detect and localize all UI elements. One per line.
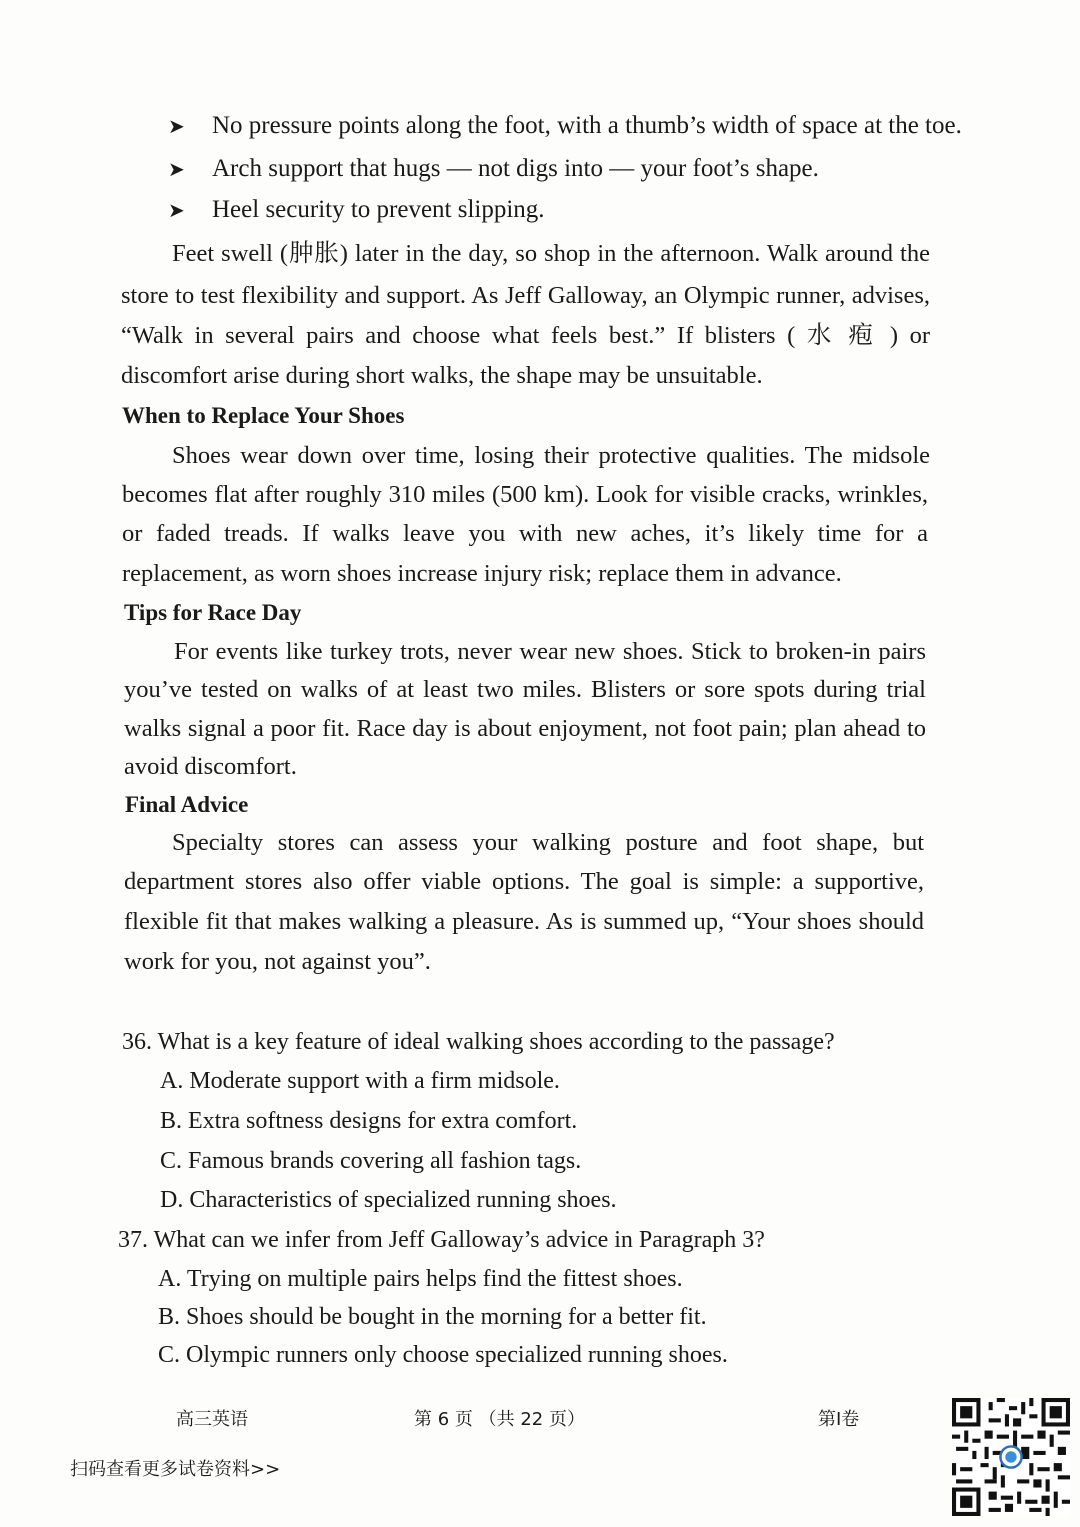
bullet-item: ➤ Arch support that hugs — not digs into — your foot’s shape. (168, 153, 819, 185)
bullet-item: ➤ Heel security to prevent slipping. (168, 194, 545, 226)
question-36-option-c[interactable]: C. Famous brands covering all fashion tags. (160, 1148, 582, 1174)
footer-volume: 第I卷 (818, 1409, 860, 1430)
section-heading: Tips for Race Day (124, 600, 302, 625)
scan-prompt: 扫码查看更多试卷资料>> (70, 1459, 281, 1480)
paragraph-line: “Walk in several pairs and choose what feels best.” If blisters ( 水 疱 ) or (121, 322, 930, 349)
paragraph-line: replacement, as worn shoes increase injury risk; replace them in advance. (122, 560, 842, 587)
paragraph-line: Specialty stores can assess your walking posture and foot shape, but (172, 829, 924, 856)
qr-code-icon[interactable] (952, 1398, 1070, 1516)
question-37-option-a[interactable]: A. Trying on multiple pairs helps find the fittest shoes. (158, 1266, 683, 1292)
paragraph-line: work for you, not against you”. (124, 948, 431, 975)
paragraph-line: Shoes wear down over time, losing their protective qualities. The midsole (172, 442, 930, 469)
question-36-stem: 36. What is a key feature of ideal walking shoes according to the passage? (122, 1029, 835, 1055)
section-heading: Final Advice (125, 792, 249, 817)
question-36-option-b[interactable]: B. Extra softness designs for extra comfort. (160, 1108, 578, 1134)
paragraph-line: discomfort arise during short walks, the shape may be unsuitable. (121, 362, 763, 389)
question-36-option-d[interactable]: D. Characteristics of specialized running shoes. (160, 1187, 617, 1213)
paragraph-line: Feet swell (肿胀) later in the day, so shop in the afternoon. Walk around the (172, 240, 930, 267)
footer-page-number: 第 6 页 （共 22 页） (414, 1409, 585, 1430)
question-37-option-c[interactable]: C. Olympic runners only choose specialized running shoes. (158, 1342, 728, 1368)
question-37-stem: 37. What can we infer from Jeff Galloway’s advice in Paragraph 3? (118, 1227, 765, 1253)
bullet-item: ➤ No pressure points along the foot, with a thumb’s width of space at the toe. (168, 110, 962, 142)
paragraph-line: flexible fit that makes walking a pleasure. As is summed up, “Your shoes should (124, 908, 924, 935)
paragraph-line: becomes flat after roughly 310 miles (500 km). Look for visible cracks, wrinkles, (122, 481, 928, 508)
arrow-bullet-icon: ➤ (168, 114, 185, 138)
section-heading: When to Replace Your Shoes (122, 403, 405, 428)
paragraph-line: or faded treads. If walks leave you with new aches, it’s likely time for a (122, 520, 928, 547)
paragraph-line: For events like turkey trots, never wear new shoes. Stick to broken-in pairs (174, 638, 926, 665)
paragraph-line: department stores also offer viable options. The goal is simple: a supportive, (124, 868, 924, 895)
paragraph-line: avoid discomfort. (124, 753, 297, 780)
paragraph-line: store to test flexibility and support. As Jeff Galloway, an Olympic runner, advises, (121, 282, 930, 309)
arrow-bullet-icon: ➤ (168, 198, 185, 222)
question-36-option-a[interactable]: A. Moderate support with a firm midsole. (160, 1068, 560, 1094)
arrow-bullet-icon: ➤ (168, 157, 185, 181)
paragraph-line: you’ve tested on walks of at least two miles. Blisters or sore spots during trial (124, 676, 926, 703)
paragraph-line: walks signal a poor fit. Race day is about enjoyment, not foot pain; plan ahead to (124, 715, 926, 742)
footer-subject: 高三英语 (176, 1409, 248, 1430)
question-37-option-b[interactable]: B. Shoes should be bought in the morning for a better fit. (158, 1304, 707, 1330)
